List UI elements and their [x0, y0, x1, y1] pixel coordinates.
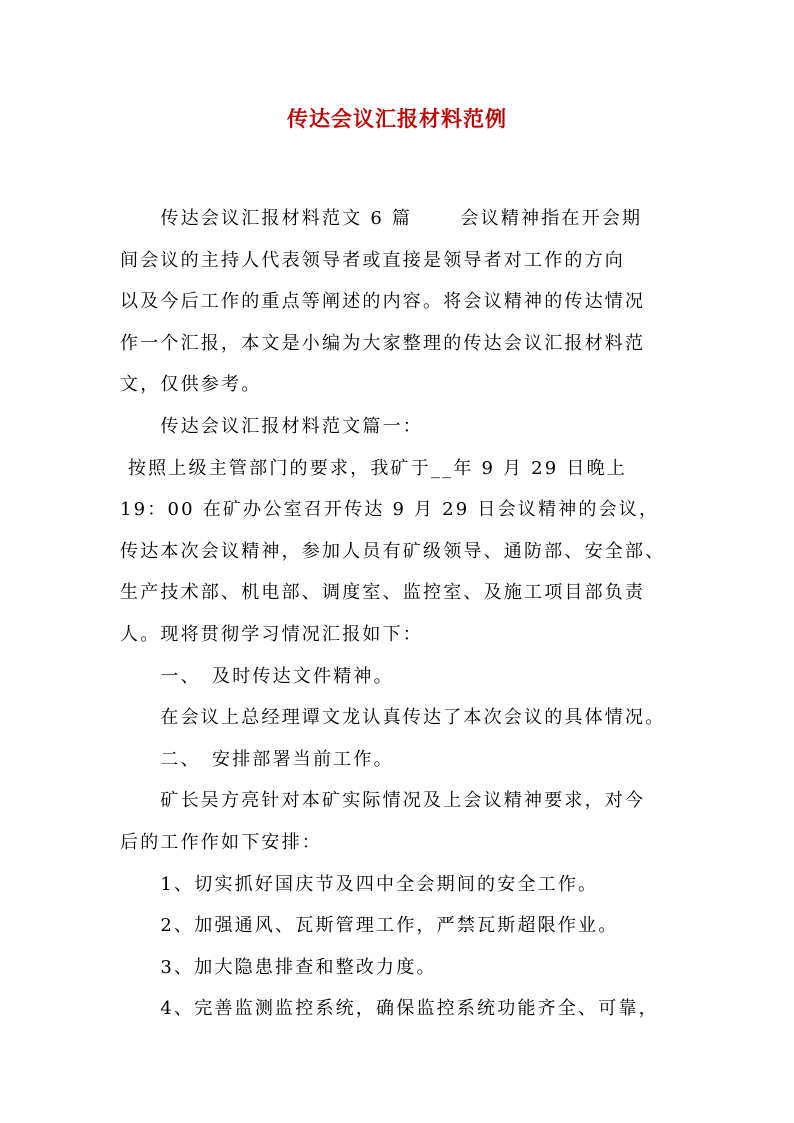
body-line: 作一个汇报，本文是小编为大家整理的传达会议汇报材料范 — [120, 333, 646, 354]
body-line: 传达会议汇报材料范文 6 篇 会议精神指在开会期 — [120, 208, 643, 229]
body-line: 传达本次会议精神，参加人员有矿级领导、通防部、安全部、 — [120, 541, 666, 562]
body-line: 矿长吴方亮针对本矿实际情况及上会议精神要求，对今 — [120, 790, 646, 811]
body-line: 间会议的主持人代表领导者或直接是领导者对工作的方向 — [120, 250, 625, 271]
body-line: 19：00 在矿办公室召开传达 9 月 29 日会议精神的会议， — [120, 499, 660, 520]
body-line: 二、 安排部署当前工作。 — [120, 749, 394, 770]
body-line: 生产技术部、机电部、调度室、监控室、及施工项目部负责 — [120, 582, 646, 603]
body-line: 在会议上总经理谭文龙认真传达了本次会议的具体情况。 — [120, 707, 666, 728]
body-line: 4、完善监测监控系统，确保监控系统功能齐全、可靠， — [120, 998, 659, 1019]
body-line: 1、切实抓好国庆节及四中全会期间的安全工作。 — [120, 874, 599, 895]
body-line: 后的工作作如下安排： — [120, 832, 322, 853]
body-line: 人。现将贯彻学习情况汇报如下： — [120, 624, 423, 645]
body-line: 以及今后工作的重点等阐述的内容。将会议精神的传达情况 — [120, 291, 646, 312]
document-title: 传达会议汇报材料范例 — [287, 106, 507, 131]
body-line: 3、加大隐患排查和整改力度。 — [120, 957, 437, 978]
body-line: 一、 及时传达文件精神。 — [120, 666, 394, 687]
body-line: 2、加强通风、瓦斯管理工作，严禁瓦斯超限作业。 — [120, 915, 619, 936]
body-line: 传达会议汇报材料范文篇一： — [120, 416, 423, 437]
body-line: 按照上级主管部门的要求，我矿于__年 9 月 29 日晚上 — [120, 458, 627, 479]
body-line: 文，仅供参考。 — [120, 374, 262, 395]
